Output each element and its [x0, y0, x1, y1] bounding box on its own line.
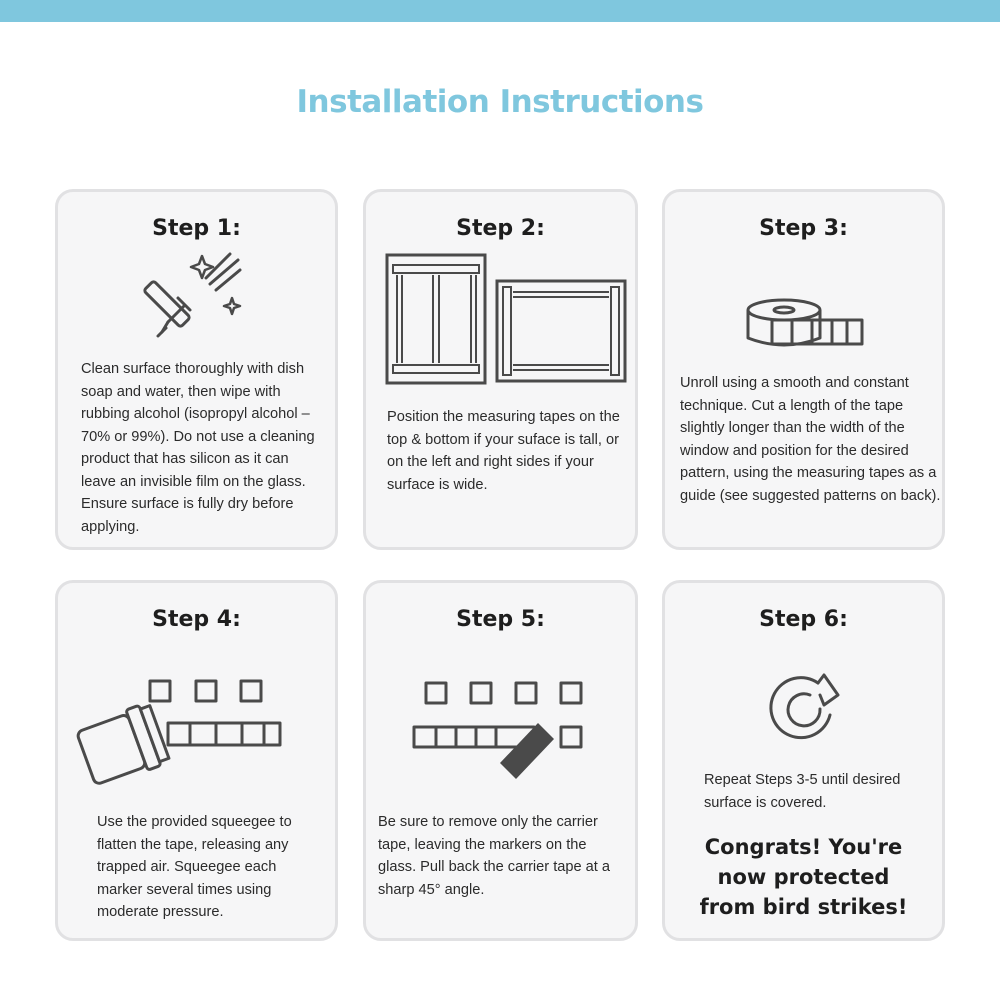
squeegee-markers-icon [78, 677, 288, 787]
step-2-text: Position the measuring tapes on the top & bottom if your suface is tall, or on the left and right sides if your surface is wide. [387, 409, 620, 493]
step-3-card [662, 189, 945, 550]
repeat-arrow-icon [764, 671, 850, 747]
step-2-title: Step 2: [456, 216, 545, 241]
step-6-card [662, 580, 945, 941]
step-3-title: Step 3: [759, 216, 848, 241]
congrats-message: Congrats! You're now protected from bird strikes! [699, 835, 908, 919]
step-2-card [363, 189, 638, 550]
step-4-card [55, 580, 338, 941]
step-6-text: Repeat Steps 3-5 until desired surface is covered. [704, 772, 901, 811]
step-1-card [55, 189, 338, 550]
step-6-title: Step 6: [759, 607, 848, 632]
step-5-card [363, 580, 638, 941]
step-3-text: Unroll using a smooth and constant technique. Cut a length of the tape slightly longer than the width of the window and position for the desired pattern, using the measuring tapes as a guide (see suggested patterns on back). [680, 375, 941, 504]
step-5-title: Step 5: [456, 607, 545, 632]
step-4-title: Step 4: [152, 607, 241, 632]
peel-carrier-tape-icon [412, 679, 592, 779]
step-1-title: Step 1: [152, 216, 241, 241]
tape-roll-icon [746, 296, 866, 352]
page-title: Installation Instructions [296, 84, 704, 120]
top-accent-bar [0, 0, 1000, 22]
step-1-text: Clean surface thoroughly with dish soap and water, then wipe with rubbing alcohol (isopropyl alcohol – 70% or 99%). Do not use a cleaning product that has silicon as it can leave an invisible film on the glass. Ensure surface is fully dry before applying. [81, 361, 315, 535]
squeegee-sparkle-icon [148, 250, 248, 345]
step-5-text: Be sure to remove only the carrier tape, leaving the markers on the glass. Pull back the carrier tape at a sharp 45° angle. [378, 814, 610, 898]
step-4-text: Use the provided squeegee to flatten the tape, releasing any trapped air. Squeegee each marker several times using moderate pressure. [97, 814, 292, 920]
measuring-tape-frames-icon [385, 253, 629, 385]
